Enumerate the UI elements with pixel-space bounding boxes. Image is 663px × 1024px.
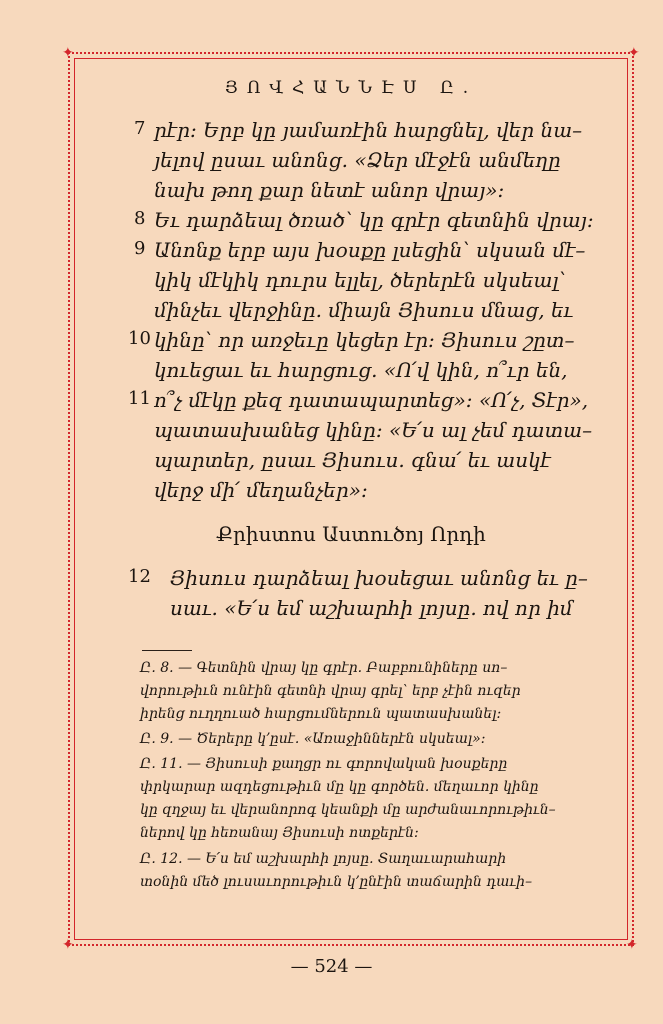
section-title: Քրիստոս Աստուծոյ Որդի <box>216 522 486 546</box>
text-line: 8 Եւ դարձեալ ծռած՝ կը գրէր գետնին վրայ։ <box>134 208 594 232</box>
text-line: կուեցաւ եւ հարցուց. «Ո՛վ կին, ո՞ւր են, <box>154 358 568 382</box>
running-head: ՅՈՎՀԱՆՆԷՍ Ը. <box>224 78 478 98</box>
note-line: Ը. 9. — Ծերերը կ՚ըսէ. «Առաջիններէն սկսեալ»։ <box>140 731 486 747</box>
corner-ornament: ✦ <box>62 45 74 61</box>
note-line: Ը. 12. — Ե՛ս եմ աշխարհի լոյսը. Տաղաւարահարի <box>140 851 507 867</box>
text-line: պարտեր, ըսաւ Յիսուս. գնա՛ եւ ասկէ <box>154 448 551 472</box>
text-line: վերջ մի՛ մեղանչեր»։ <box>154 478 368 502</box>
note-line: Ը. 11. — Յիսուսի քաղցր ու գորովական խօսքերը <box>140 756 508 772</box>
text-line: 9 Անոնք երբ այս խօսքը լսեցին՝ սկսան մէ– <box>134 238 586 262</box>
note-line: ներով կը հեռանայ Յիսուսի ոտքերէն։ <box>140 825 419 841</box>
note-line: վորութիւն ունէին գետնի վրայ գրել՝ երբ չէին ուզեր <box>140 683 521 699</box>
text-line: սաւ. «Ե՛ս եմ աշխարհի լոյսը. ով որ իմ <box>170 596 573 620</box>
text-line: 11 ո՞չ մէկը քեզ դատապարտեց»։ «Ո՛չ, Տէր», <box>128 388 589 412</box>
note-line: տօնին մեծ լուսաւորութիւն կ՚ընէին տաճարին դաւի– <box>140 874 533 890</box>
text-line: 12 Յիսուս դարձեալ խօսեցաւ անոնց եւ ը– <box>128 566 588 590</box>
corner-ornament: ✦ <box>62 937 74 953</box>
text-line: նախ թող քար նետէ անոր վրայ»։ <box>154 178 505 202</box>
corner-ornament: ✦ <box>626 937 638 953</box>
note-line: փրկարար ազդեցութիւն մը կը գործեն. մեղաւոր կինը <box>140 779 539 795</box>
text-line: յելով ըսաւ անոնց. «Ձեր մէջէն անմեղը <box>154 148 561 172</box>
text-line: 7 րէր։ Երբ կը յամառէին հարցնել, վեր նա– <box>134 118 583 142</box>
text-line: կիկ մէկիկ դուրս ելլել, ծերերէն սկսեալ՝ <box>154 268 566 292</box>
text-line: 10 կինը՝ որ առջեւը կեցեր էր։ Յիսուս շըտ– <box>128 328 575 352</box>
note-line: իրենց ուղղուած հարցումներուն պատասխանել։ <box>140 706 502 722</box>
page-number: — 524 — <box>290 956 373 977</box>
note-line: կը զղջայ եւ վերանորոգ կեանքի մը արժանաւորութիւն– <box>140 802 556 818</box>
footnote-rule <box>142 650 192 651</box>
note-line: Ը. 8. — Գետնին վրայ կը գրէր. Բաբբունիները սո– <box>140 660 508 676</box>
text-line: պատասխանեց կինը։ «Ե՛ս ալ չեմ դատա– <box>154 418 593 442</box>
corner-ornament: ✦ <box>628 45 640 61</box>
text-line: մինչեւ վերջինը. միայն Յիսուս մնաց, եւ <box>154 298 574 322</box>
